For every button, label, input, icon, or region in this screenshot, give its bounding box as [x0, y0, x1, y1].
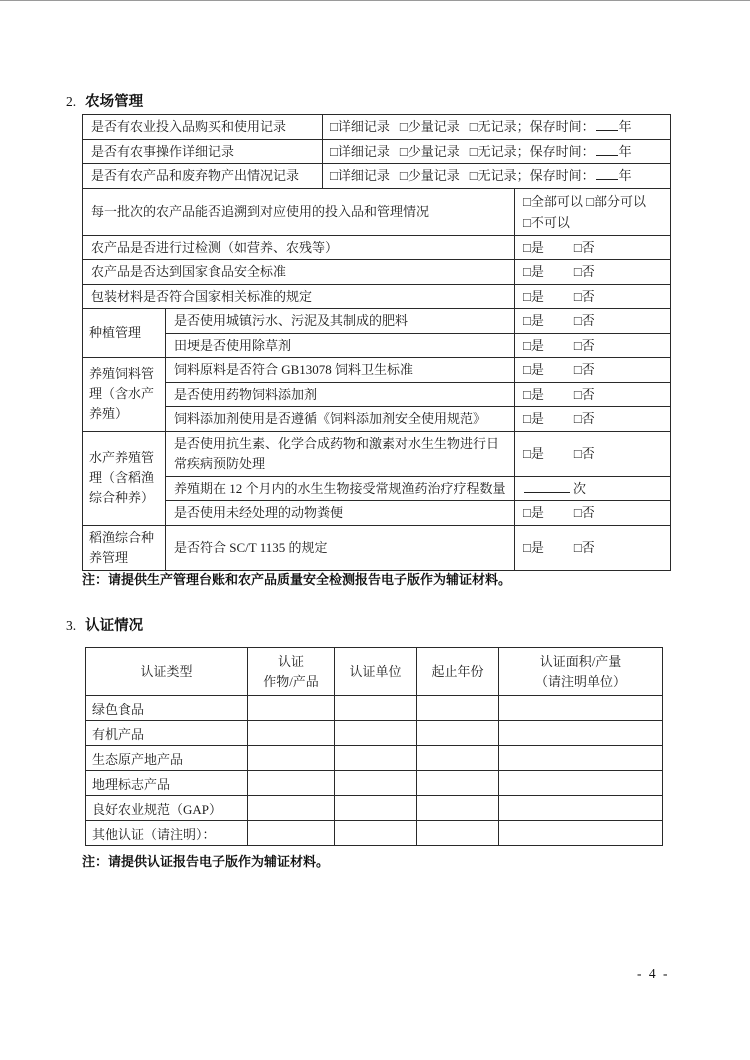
checkbox-no: □否 [573, 337, 595, 353]
row-geographic-indication [86, 771, 663, 796]
answer-cell [515, 407, 671, 432]
section-3-number: 3. [66, 618, 77, 633]
row-feed-hygiene-standard [83, 358, 671, 383]
empty-cell [417, 746, 499, 771]
checkbox-yes: □是 [523, 386, 544, 402]
answer-cell [515, 358, 671, 383]
unit-label: 年 [618, 143, 632, 159]
row-product-tested [83, 235, 671, 260]
empty-cell [335, 721, 417, 746]
cert-type-label: 良好农业规范（GAP） [86, 796, 248, 821]
cert-type-label: 绿色食品 [86, 696, 248, 721]
fill-blank-years [596, 167, 618, 180]
cert-type-label: 地理标志产品 [86, 771, 248, 796]
header-cert-type: 认证类型 [86, 648, 248, 696]
empty-cell [417, 771, 499, 796]
section-2-title: 农场管理 [85, 94, 144, 110]
category-cell-planting: 种植管理 [83, 309, 166, 358]
page-number: - 4 - [637, 966, 670, 981]
empty-cell [499, 696, 663, 721]
row-other-certification [86, 821, 663, 846]
fill-blank-years [596, 118, 618, 131]
cert-type-label: 其他认证（请注明）： [86, 821, 248, 846]
checkbox-yes: □是 [523, 411, 544, 426]
header-cert-years: 起止年份 [417, 648, 499, 696]
empty-cell [417, 696, 499, 721]
question-cell: 是否使用城镇污水、污泥及其制成的肥料 [166, 309, 515, 334]
checkbox-no: □否 [573, 362, 595, 377]
question-cell: 田埂是否使用除草剂 [166, 333, 515, 358]
row-sct1135-compliance [83, 525, 671, 570]
checkbox-yes: □是 [523, 362, 544, 377]
row-organic-product [86, 721, 663, 746]
question-cell: 每一批次的农产品能否追溯到对应使用的投入品和管理情况 [83, 188, 515, 235]
row-eco-origin-product [86, 746, 663, 771]
section-2-number: 2. [66, 94, 77, 109]
empty-cell [417, 796, 499, 821]
checkbox-option-few: □少量记录 [399, 143, 460, 159]
header-cert-org: 认证单位 [335, 648, 417, 696]
row-packaging-standard [83, 284, 671, 309]
checkbox-yes: □是 [523, 337, 544, 353]
answer-cell [323, 164, 671, 189]
cert-type-label: 有机产品 [86, 721, 248, 746]
empty-cell [248, 746, 335, 771]
answer-cell [515, 476, 671, 501]
checkbox-options-line2: □不可以 [523, 214, 570, 230]
empty-cell [335, 771, 417, 796]
cert-type-label: 生态原产地产品 [86, 746, 248, 771]
answer-cell [323, 115, 671, 140]
empty-cell [335, 821, 417, 846]
empty-cell [335, 796, 417, 821]
answer-cell [515, 309, 671, 334]
row-antibiotics-prevention [83, 431, 671, 476]
header-cert-crop [248, 648, 335, 696]
option-label: □无记录；保存时间： [469, 119, 595, 134]
question-cell: 是否符合 SC/T 1135 的规定 [166, 525, 515, 570]
empty-cell [335, 746, 417, 771]
answer-cell [515, 431, 671, 476]
empty-cell [499, 746, 663, 771]
checkbox-option-none [470, 142, 632, 162]
answer-cell [515, 188, 671, 235]
option-label: □无记录；保存时间： [469, 143, 595, 159]
farm-management-note: 注：请提供生产管理台账和农产品质量安全检测报告电子版作为辅证材料。 [82, 572, 512, 587]
row-untreated-manure [83, 501, 671, 526]
checkbox-yes: □是 [523, 288, 544, 304]
checkbox-no: □否 [573, 505, 595, 520]
checkbox-yes: □是 [523, 264, 544, 279]
checkbox-no: □否 [573, 411, 595, 426]
answer-cell [515, 284, 671, 309]
row-gap [86, 796, 663, 821]
checkbox-no: □否 [573, 539, 595, 555]
unit-label: 次 [573, 480, 587, 496]
answer-cell [515, 333, 671, 358]
checkbox-no: □否 [573, 313, 595, 328]
section-3-title: 认证情况 [85, 618, 144, 634]
empty-cell [499, 821, 663, 846]
row-herbicide-ridge [83, 333, 671, 358]
header-cert-crop-line2: 作物/产品 [263, 673, 319, 689]
answer-cell [515, 235, 671, 260]
checkbox-options-line1: □全部可以 □部分可以 [523, 193, 646, 209]
question-cell: 农产品是否进行过检测（如营养、农残等） [83, 235, 515, 260]
checkbox-yes: □是 [523, 539, 544, 555]
fill-blank-years [596, 143, 618, 156]
category-cell-feed: 养殖饲料管理（含水产养殖） [83, 358, 166, 432]
checkbox-no: □否 [573, 239, 595, 255]
certification-header-row [86, 648, 663, 696]
checkbox-option-detailed: □详细记录 [330, 143, 390, 159]
certification-table [85, 647, 663, 846]
header-cert-crop-line1: 认证 [277, 653, 304, 669]
empty-cell [248, 821, 335, 846]
checkbox-option-few: □少量记录 [399, 119, 460, 134]
option-label: □无记录；保存时间： [469, 168, 595, 183]
question-cell: 是否有农产品和废弃物产出情况记录 [83, 164, 323, 189]
header-cert-area-line2: （请注明单位） [534, 673, 626, 689]
empty-cell [248, 696, 335, 721]
unit-label: 年 [618, 119, 632, 134]
row-medicated-feed-additive [83, 382, 671, 407]
empty-cell [417, 721, 499, 746]
empty-cell [499, 771, 663, 796]
answer-cell [323, 139, 671, 164]
question-cell: 农产品是否达到国家食品安全标准 [83, 260, 515, 285]
unit-label: 年 [618, 168, 632, 183]
question-cell: 饲料添加剂使用是否遵循《饲料添加剂安全使用规范》 [166, 407, 515, 432]
answer-cell [515, 382, 671, 407]
checkbox-yes: □是 [523, 505, 544, 520]
answer-cell [515, 525, 671, 570]
row-product-waste-record [83, 164, 671, 189]
checkbox-yes: □是 [523, 239, 544, 255]
answer-cell [515, 501, 671, 526]
question-cell: 是否有农业投入品购买和使用记录 [83, 115, 323, 140]
empty-cell [499, 796, 663, 821]
answer-cell [515, 260, 671, 285]
certification-note: 注：请提供认证报告电子版作为辅证材料。 [82, 854, 330, 869]
question-cell: 是否使用药物饲料添加剂 [166, 382, 515, 407]
checkbox-option-none [470, 117, 632, 137]
question-cell: 饲料原料是否符合 GB13078 饲料卫生标准 [166, 358, 515, 383]
empty-cell [499, 721, 663, 746]
section-3-heading [66, 614, 143, 635]
checkbox-option-none [470, 166, 632, 186]
row-medication-course-count [83, 476, 671, 501]
checkbox-no: □否 [573, 264, 595, 279]
checkbox-no: □否 [573, 288, 595, 304]
category-cell-aquaculture: 水产养殖管理（含稻渔综合种养） [83, 431, 166, 525]
row-green-food [86, 696, 663, 721]
farm-management-table [82, 114, 671, 571]
empty-cell [248, 721, 335, 746]
checkbox-no: □否 [573, 386, 595, 402]
question-cell: 是否有农事操作详细记录 [83, 139, 323, 164]
question-cell: 养殖期在 12 个月内的水生生物接受常规渔药治疗疗程数量 [166, 476, 515, 501]
question-cell: 包装材料是否符合国家相关标准的规定 [83, 284, 515, 309]
category-cell-rice-fish: 稻渔综合种养管理 [83, 525, 166, 570]
question-cell: 是否使用抗生素、化学合成药物和激素对水生生物进行日常疾病预防处理 [166, 431, 515, 476]
section-2-heading [66, 90, 143, 111]
header-cert-area [499, 648, 663, 696]
header-cert-area-line1: 认证面积/产量 [539, 653, 622, 669]
row-sewage-fertilizer [83, 309, 671, 334]
checkbox-option-detailed: □详细记录 [330, 168, 390, 183]
checkbox-no: □否 [573, 445, 595, 461]
row-farming-operation-record [83, 139, 671, 164]
question-cell: 是否使用未经处理的动物粪便 [166, 501, 515, 526]
checkbox-yes: □是 [523, 313, 544, 328]
empty-cell [417, 821, 499, 846]
checkbox-option-detailed: □详细记录 [330, 119, 390, 134]
empty-cell [335, 696, 417, 721]
fill-blank-times [524, 480, 570, 493]
empty-cell [248, 771, 335, 796]
row-traceability [83, 188, 671, 235]
row-additive-safety-spec [83, 407, 671, 432]
checkbox-option-few: □少量记录 [399, 168, 460, 183]
page-top-edge [0, 0, 750, 1]
row-food-safety-standard [83, 260, 671, 285]
checkbox-yes: □是 [523, 445, 544, 461]
row-input-purchase-record [83, 115, 671, 140]
empty-cell [248, 796, 335, 821]
